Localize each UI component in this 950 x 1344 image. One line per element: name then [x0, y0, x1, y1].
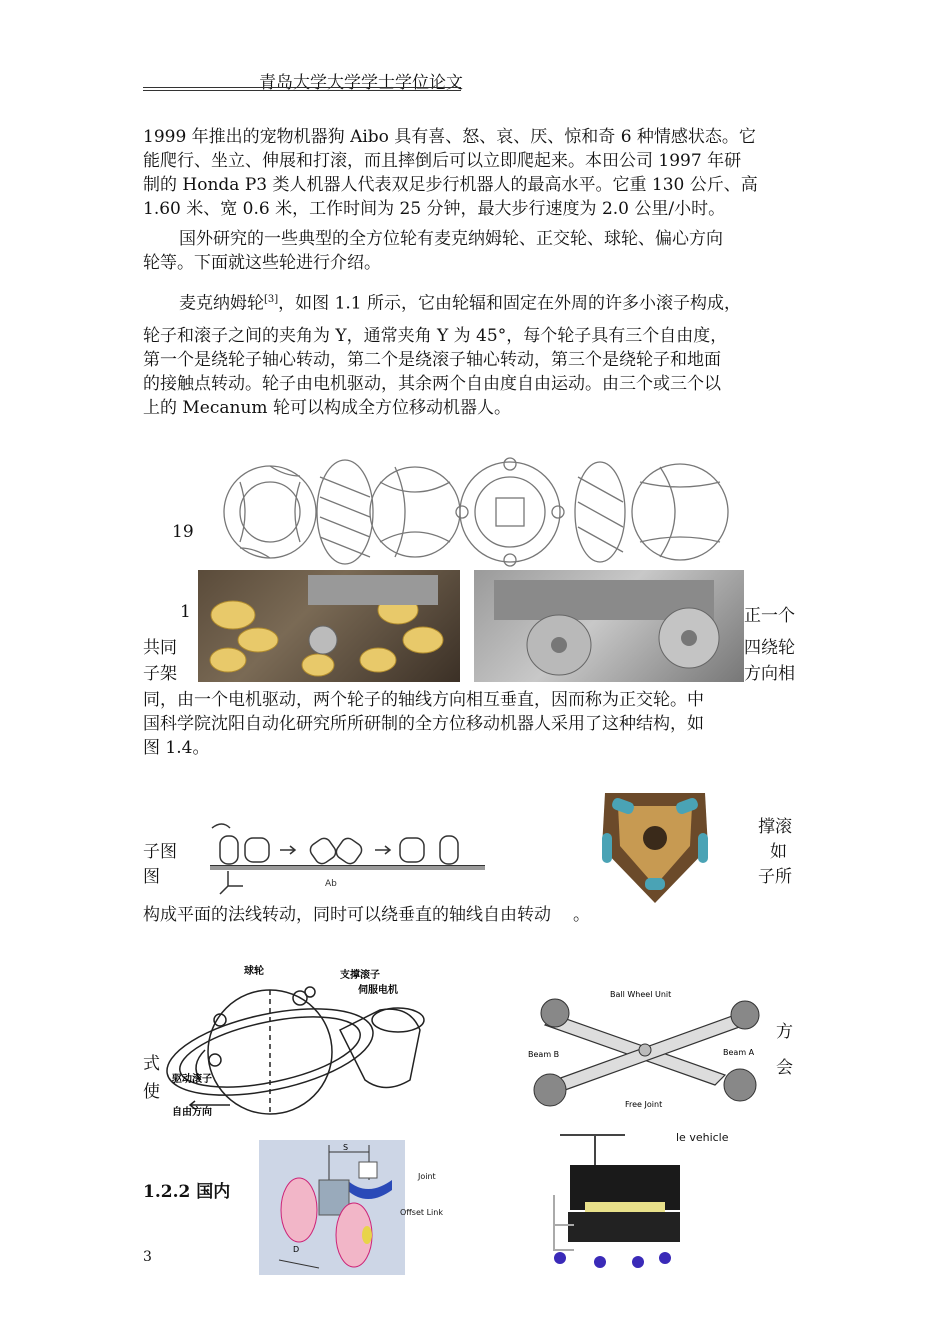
- text-fragment: 子架: [143, 664, 177, 684]
- header-rule-bottom: [143, 90, 461, 91]
- offset-link-label: Offset Link: [400, 1208, 443, 1217]
- text-line: 上的 Mecanum 轮可以构成全方位移动机器人。: [143, 397, 511, 418]
- text-line: [143, 288, 813, 316]
- ball-wheel-label: 球轮: [244, 966, 264, 977]
- free-joint-label: Free Joint: [625, 1100, 663, 1109]
- text-span: 构成平面的法线转动，同时可以绕垂直的轴线自由转动: [143, 905, 551, 925]
- text-fragment: 19: [172, 522, 194, 542]
- servo-motor-label: 伺服电机: [358, 985, 398, 996]
- text-line: 的接触点转动。轮子由电机驱动，其余两个自由度自由运动。由三个或三个以: [143, 373, 721, 394]
- beam-b-label: Beam B: [528, 1050, 560, 1059]
- text-fragment: 方: [776, 1022, 793, 1042]
- orthogonal-wheel-diagram: [200, 806, 490, 904]
- mecanum-vehicle-photo: [474, 570, 744, 682]
- d-label: D: [293, 1245, 300, 1254]
- ball-wheel-unit-label: Ball Wheel Unit: [610, 990, 672, 999]
- ball-wheel-drawing: [160, 960, 450, 1130]
- header-title: 青岛大学大学学士学位论文: [259, 73, 463, 93]
- paragraph-2: [143, 227, 813, 275]
- text-fragment: 方向相: [744, 664, 795, 684]
- page-number: 3: [143, 1249, 152, 1265]
- section-heading: 1.2.2 国内: [143, 1182, 231, 1202]
- text-fragment: 式: [143, 1054, 160, 1074]
- vehicle-caption: le vehicle: [676, 1131, 729, 1144]
- paragraph-1: [143, 125, 813, 221]
- vehicle-render: [540, 1130, 700, 1275]
- wheel-photo-shapes: [198, 570, 460, 682]
- text-fragment: 1: [180, 602, 191, 622]
- free-direction-label: 自由方向: [172, 1107, 212, 1118]
- text-line: 图 1.4。: [143, 738, 210, 758]
- offset-wheel-render: [259, 1140, 405, 1275]
- text-line: 轮子和滚子之间的夹角为 Y，通常夹角 Y 为 45°，每个轮子具有三个自由度，: [143, 325, 728, 346]
- text-line: 制的 Honda P3 类人机器人代表双足步行机器人的最高水平。它重 130 公斤、高: [143, 175, 758, 195]
- text-fragment: 撑滚: [758, 817, 792, 837]
- vehicle-photo-shapes: [474, 570, 744, 682]
- text-span: 麦克纳姆轮: [179, 293, 264, 314]
- text-fragment: 四绕轮: [744, 638, 795, 658]
- text-fragment: [143, 903, 590, 927]
- omni-robot-photo: [590, 778, 720, 908]
- text-fragment: 子图: [143, 842, 177, 862]
- text-fragment: 共同: [143, 638, 177, 658]
- s-label: S: [343, 1143, 349, 1152]
- drive-roller-label: 驱动滚子: [172, 1074, 212, 1085]
- text-fragment: 使: [143, 1082, 160, 1102]
- text-fragment: 图: [143, 867, 160, 887]
- text-fragment: 如: [770, 842, 787, 862]
- beam-a-label: Beam A: [723, 1048, 755, 1057]
- text-line: 同，由一个电机驱动，两个轮子的轴线方向相互垂直，因而称为正交轮。中: [143, 690, 704, 710]
- text-line: 1999 年推出的宠物机器狗 Aibo 具有喜、怒、哀、厌、惊和奇 6 种情感状态。它: [143, 127, 756, 147]
- citation-ref: [3]: [264, 294, 279, 305]
- text-line: 轮等。下面就这些轮进行介绍。: [143, 253, 381, 273]
- mecanum-wheel-drawings: [220, 452, 740, 572]
- text-fragment: 正一个: [744, 606, 795, 626]
- ab-label: Ab: [325, 879, 337, 889]
- text-span: 。: [573, 905, 590, 925]
- text-fragment: 会: [776, 1058, 793, 1078]
- ball-wheel-unit-drawing: [525, 985, 775, 1125]
- text-span: ，如图 1.1 所示，它由轮辐和固定在外周的许多小滚子构成，: [278, 293, 742, 314]
- text-fragment: 子所: [758, 867, 792, 887]
- text-line: 国外研究的一些典型的全方位轮有麦克纳姆轮、正交轮、球轮、偏心方向: [179, 229, 723, 249]
- omni-robot-shapes: [590, 778, 720, 908]
- text-line: 第一个是绕轮子轴心转动，第二个是绕滚子轴心转动，第三个是绕轮子和地面: [143, 349, 721, 370]
- support-roller-label: 支撑滚子: [340, 970, 380, 981]
- text-line: 能爬行、坐立、伸展和打滚，而且摔倒后可以立即爬起来。本田公司 1997 年研: [143, 151, 742, 171]
- paragraph-3: [143, 288, 813, 420]
- joint-label: Joint: [418, 1172, 436, 1181]
- header-rule-top: [143, 87, 461, 88]
- offset-wheel-shapes: [259, 1140, 405, 1275]
- text-line: 1.60 米、宽 0.6 米，工作时间为 25 分钟，最大步行速度为 2.0 公里/小时。: [143, 199, 726, 219]
- mecanum-wheel-photo: [198, 570, 460, 682]
- text-line: 国科学院沈阳自动化研究所所研制的全方位移动机器人采用了这种结构，如: [143, 714, 704, 734]
- paragraph-4: [143, 688, 813, 760]
